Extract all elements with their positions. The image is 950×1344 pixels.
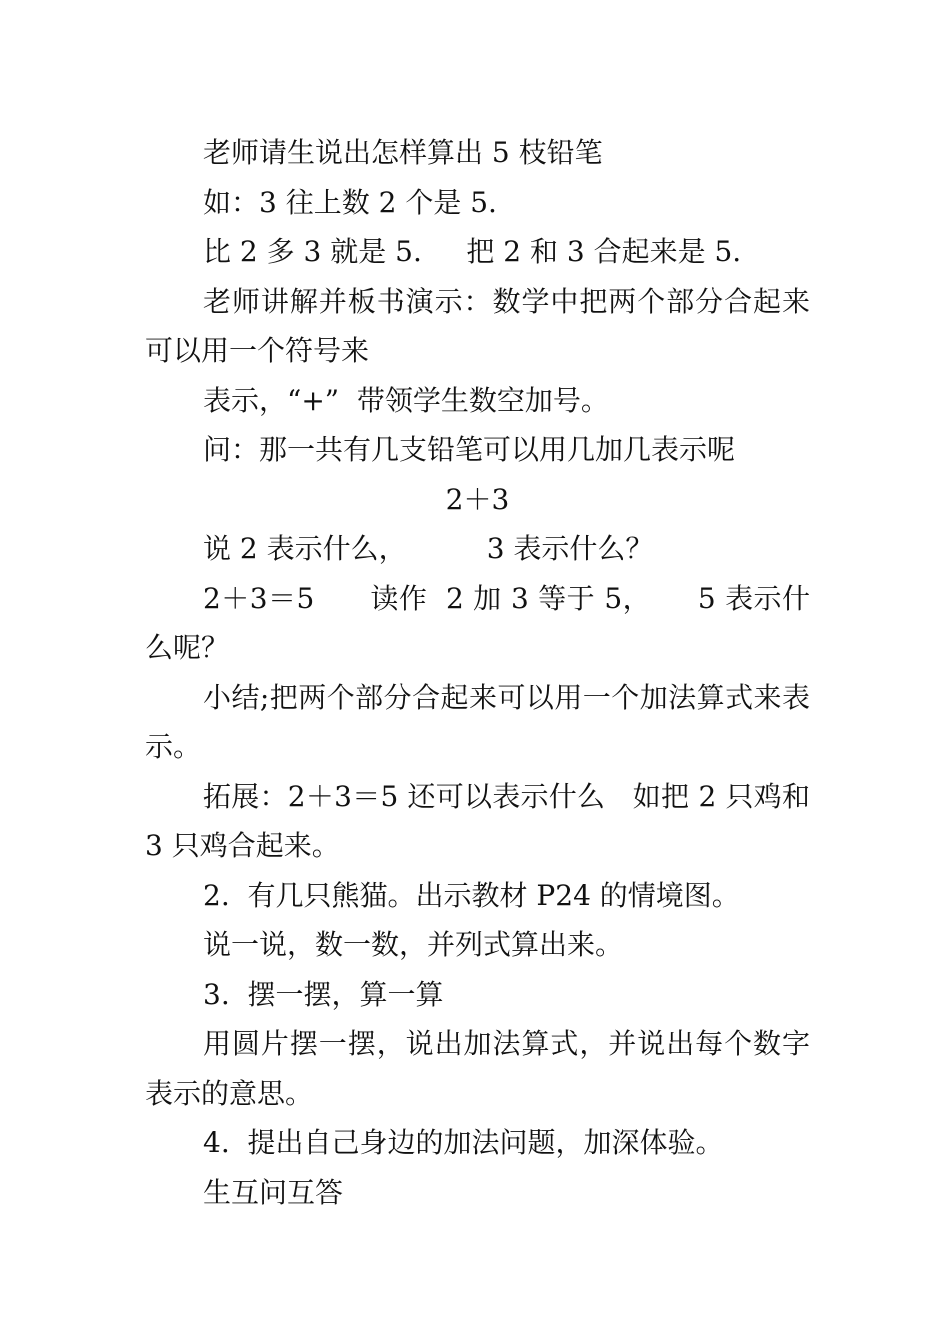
paragraph: 2. 有几只熊猫。出示教材 P24 的情境图。	[203, 878, 740, 912]
paragraph: 比 2 多 3 就是 5. 把 2 和 3 合起来是 5.	[203, 235, 742, 268]
paragraph: 用圆片摆一摆，说出加法算式，并说出每个数字表示的意思。	[145, 1027, 810, 1110]
paragraph: 如：3 往上数 2 个是 5.	[203, 185, 497, 219]
document-body	[145, 128, 819, 1217]
paragraph: 老师讲解并板书演示：数学中把两个部分合起来可以用一个符号来	[145, 284, 810, 367]
paragraph: 生互问互答	[203, 1175, 344, 1209]
paragraph: 2＋3＝5 读作 2 加 3 等于 5， 5 表示什么呢？	[145, 581, 810, 664]
paragraph: 3. 摆一摆，算一算	[203, 977, 444, 1011]
paragraph: 表示，“+” 带领学生数空加号。	[203, 383, 609, 417]
paragraph: 老师请生说出怎样算出 5 枝铅笔	[203, 136, 603, 169]
paragraph: 4. 提出自己身边的加法问题，加深体验。	[203, 1126, 724, 1159]
centered-expression: 2＋3	[445, 482, 510, 516]
paragraph: 问：那一共有几支铅笔可以用几加几表示呢	[203, 433, 736, 466]
paragraph: 说一说，数一数，并列式算出来。	[203, 928, 624, 961]
paragraph: 拓展：2＋3＝5 还可以表示什么 如把 2 只鸡和 3 只鸡合起来。	[145, 779, 819, 862]
paragraph: 说 2 表示什么， 3 表示什么？	[203, 532, 654, 565]
paragraph: 小结;把两个部分合起来可以用一个加法算式来表示。	[145, 680, 810, 763]
